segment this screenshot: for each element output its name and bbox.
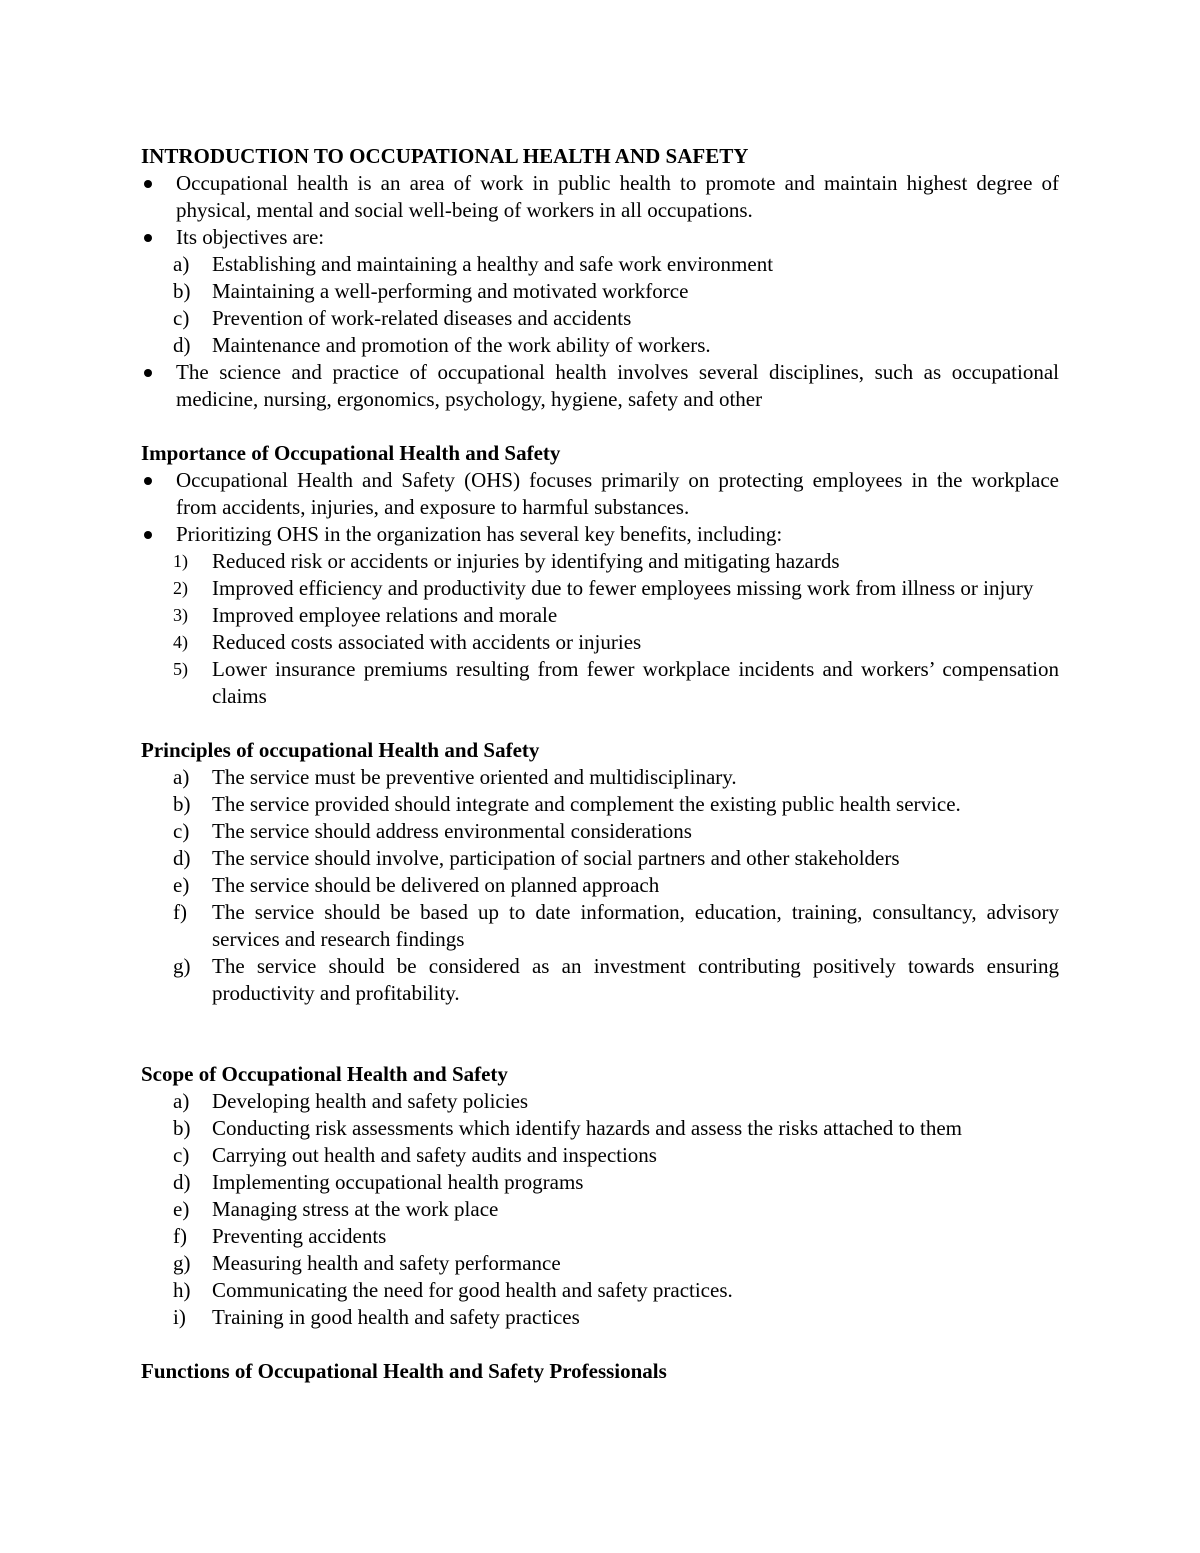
list-item-text: Conducting risk assessments which identify hazards and assess the risks attached to them bbox=[212, 1116, 963, 1140]
bullet-item bbox=[141, 467, 1059, 521]
list-marker: g) bbox=[173, 954, 191, 978]
list-item bbox=[141, 656, 1059, 710]
list-item bbox=[141, 1304, 1059, 1331]
list-marker: c) bbox=[173, 819, 190, 843]
list-item bbox=[141, 1169, 1059, 1196]
list-marker: a) bbox=[173, 765, 190, 789]
list-item bbox=[141, 818, 1059, 845]
bullet-item bbox=[141, 170, 1059, 224]
list-item bbox=[141, 1277, 1059, 1304]
principles-list bbox=[141, 764, 1059, 1007]
bullet-list bbox=[141, 359, 1059, 413]
list-marker: f) bbox=[173, 900, 187, 924]
list-item bbox=[141, 548, 1059, 575]
list-item-text: Developing health and safety policies bbox=[212, 1089, 529, 1113]
section-introduction bbox=[141, 143, 1059, 413]
bullet-icon bbox=[144, 180, 152, 188]
scope-list bbox=[141, 1088, 1059, 1331]
list-item-text: Training in good health and safety practices bbox=[212, 1305, 580, 1329]
list-marker: b) bbox=[173, 279, 191, 303]
list-item-text: Carrying out health and safety audits and inspections bbox=[212, 1143, 657, 1167]
list-item bbox=[141, 845, 1059, 872]
list-marker: e) bbox=[173, 873, 190, 897]
list-item-text: Lower insurance premiums resulting from fewer workplace incidents and workers’ compensation claims bbox=[212, 657, 1059, 708]
list-marker: 4) bbox=[173, 632, 188, 652]
section-title: Principles of occupational Health and Safety bbox=[141, 738, 540, 762]
spacer bbox=[141, 1331, 1059, 1358]
list-item bbox=[141, 1088, 1059, 1115]
list-item-text: Measuring health and safety performance bbox=[212, 1251, 561, 1275]
list-item bbox=[141, 305, 1059, 332]
list-marker: c) bbox=[173, 1143, 190, 1167]
list-item-text: Communicating the need for good health and safety practices. bbox=[212, 1278, 733, 1302]
benefits-list bbox=[141, 548, 1059, 710]
list-item bbox=[141, 953, 1059, 1007]
bullet-icon bbox=[144, 234, 152, 242]
list-item bbox=[141, 1115, 1059, 1142]
list-item-text: Improved employee relations and morale bbox=[212, 603, 558, 627]
list-item bbox=[141, 899, 1059, 953]
section-principles bbox=[141, 737, 1059, 1007]
spacer bbox=[141, 710, 1059, 737]
list-marker: 3) bbox=[173, 605, 188, 625]
bullet-text: Occupational health is an area of work in public health to promote and maintain highest degree of physical, mental and social well-being of workers in all occupations. bbox=[176, 171, 1059, 222]
list-item bbox=[141, 278, 1059, 305]
list-marker: 5) bbox=[173, 659, 188, 679]
bullet-item bbox=[141, 521, 1059, 548]
list-item bbox=[141, 332, 1059, 359]
list-marker: g) bbox=[173, 1251, 191, 1275]
bullet-text: Occupational Health and Safety (OHS) focuses primarily on protecting employees in the workplace from accidents, injuries, and exposure to harmful substances. bbox=[176, 468, 1059, 519]
bullet-list bbox=[141, 467, 1059, 548]
bullet-icon bbox=[144, 531, 152, 539]
list-item bbox=[141, 1196, 1059, 1223]
spacer bbox=[141, 413, 1059, 440]
bullet-icon bbox=[144, 369, 152, 377]
list-item bbox=[141, 791, 1059, 818]
list-item-text: The service provided should integrate and complement the existing public health service. bbox=[212, 792, 961, 816]
list-marker: a) bbox=[173, 1089, 190, 1113]
list-marker: d) bbox=[173, 846, 191, 870]
list-marker: i) bbox=[173, 1305, 186, 1329]
list-item-text: Prevention of work-related diseases and accidents bbox=[212, 306, 632, 330]
list-item-text: The service should address environmental considerations bbox=[212, 819, 692, 843]
section-title: Importance of Occupational Health and Safety bbox=[141, 441, 561, 465]
list-item bbox=[141, 602, 1059, 629]
list-item bbox=[141, 1142, 1059, 1169]
bullet-item bbox=[141, 224, 1059, 251]
section-title: INTRODUCTION TO OCCUPATIONAL HEALTH AND SAFETY bbox=[141, 144, 749, 168]
list-item bbox=[141, 1250, 1059, 1277]
list-item-text: Establishing and maintaining a healthy and safe work environment bbox=[212, 252, 774, 276]
bullet-text: Prioritizing OHS in the organization has several key benefits, including: bbox=[176, 522, 783, 546]
list-item-text: The service must be preventive oriented and multidisciplinary. bbox=[212, 765, 737, 789]
bullet-list bbox=[141, 170, 1059, 251]
list-marker: 1) bbox=[173, 551, 188, 571]
list-item-text: Implementing occupational health programs bbox=[212, 1170, 584, 1194]
list-marker: a) bbox=[173, 252, 190, 276]
list-marker: d) bbox=[173, 333, 191, 357]
list-item-text: Managing stress at the work place bbox=[212, 1197, 499, 1221]
list-marker: b) bbox=[173, 792, 191, 816]
list-item bbox=[141, 251, 1059, 278]
list-item-text: The service should be delivered on planned approach bbox=[212, 873, 660, 897]
bullet-text: Its objectives are: bbox=[176, 225, 325, 249]
list-marker: h) bbox=[173, 1278, 191, 1302]
list-item bbox=[141, 764, 1059, 791]
list-item bbox=[141, 575, 1059, 602]
section-importance bbox=[141, 440, 1059, 710]
list-marker: e) bbox=[173, 1197, 190, 1221]
spacer bbox=[141, 1007, 1059, 1061]
list-marker: b) bbox=[173, 1116, 191, 1140]
list-item-text: The service should be considered as an investment contributing positively towards ensuring productivity and profitability. bbox=[212, 954, 1059, 1005]
section-title: Scope of Occupational Health and Safety bbox=[141, 1062, 508, 1086]
list-item-text: Reduced costs associated with accidents or injuries bbox=[212, 630, 642, 654]
list-item-text: The service should be based up to date information, education, training, consultancy, advisory services and research findings bbox=[212, 900, 1059, 951]
section-functions bbox=[141, 1358, 1059, 1385]
list-marker: 2) bbox=[173, 578, 188, 598]
list-item bbox=[141, 629, 1059, 656]
list-item-text: Reduced risk or accidents or injuries by identifying and mitigating hazards bbox=[212, 549, 840, 573]
section-scope bbox=[141, 1061, 1059, 1331]
list-item-text: Preventing accidents bbox=[212, 1224, 387, 1248]
list-marker: f) bbox=[173, 1224, 187, 1248]
list-item-text: Maintaining a well-performing and motivated workforce bbox=[212, 279, 689, 303]
list-marker: c) bbox=[173, 306, 190, 330]
list-item bbox=[141, 872, 1059, 899]
bullet-text: The science and practice of occupational health involves several disciplines, such as occupational medicine, nursing, ergonomics, psychology, hygiene, safety and other bbox=[176, 360, 1059, 411]
list-marker: d) bbox=[173, 1170, 191, 1194]
list-item-text: The service should involve, participation of social partners and other stakeholders bbox=[212, 846, 900, 870]
list-item-text: Improved efficiency and productivity due to fewer employees missing work from illness or injury bbox=[212, 576, 1034, 600]
objectives-list bbox=[141, 251, 1059, 359]
list-item-text: Maintenance and promotion of the work ability of workers. bbox=[212, 333, 711, 357]
bullet-item bbox=[141, 359, 1059, 413]
section-title: Functions of Occupational Health and Safety Professionals bbox=[141, 1359, 667, 1383]
list-item bbox=[141, 1223, 1059, 1250]
bullet-icon bbox=[144, 477, 152, 485]
